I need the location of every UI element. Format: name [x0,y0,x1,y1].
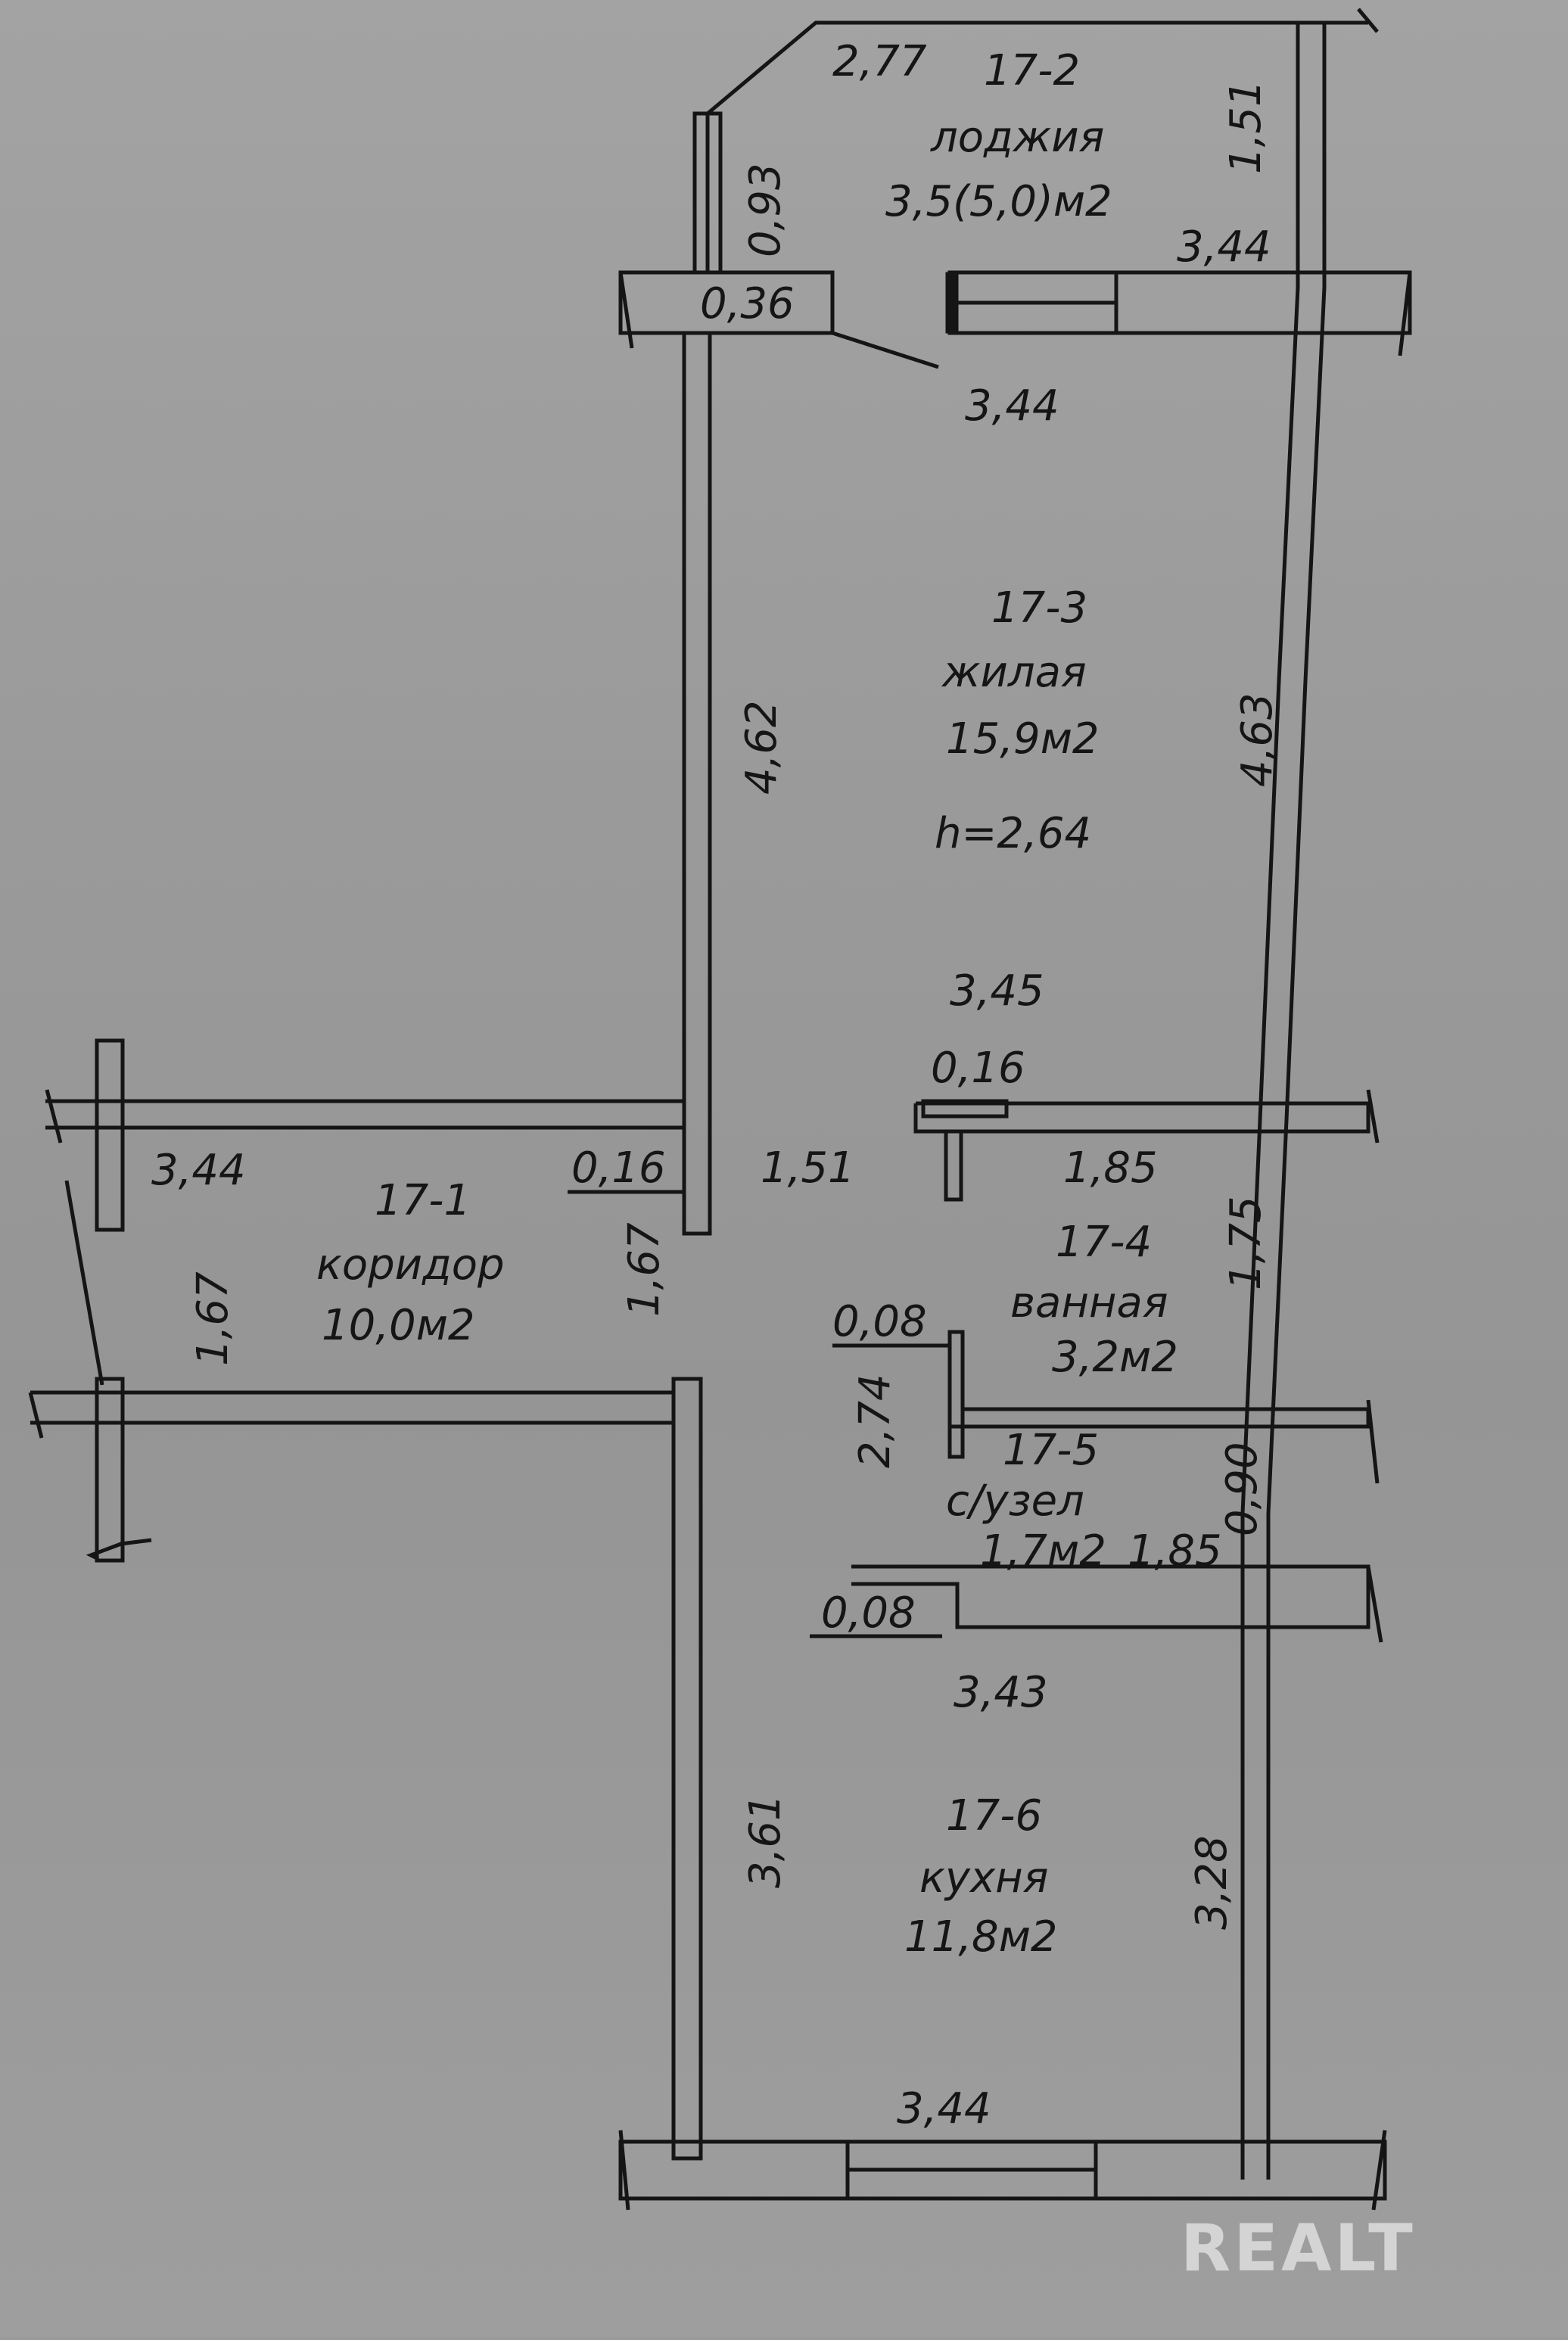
dim-3-44-bottom: 3,44 [897,2084,991,2133]
room-17-1-name: коридор [316,1240,505,1290]
dim-1-67-mid: 1,67 [620,1222,669,1317]
dim-1-51-top: 1,51 [1221,79,1271,174]
room-17-6-id: 17-6 [946,1791,1043,1841]
room-17-6-name: кухня [919,1853,1049,1903]
room-17-2-name: лоджия [931,113,1105,162]
dim-1-67-left: 1,67 [188,1271,238,1366]
dim-3-61: 3,61 [741,1794,790,1888]
dim-0-90: 0,90 [1218,1442,1267,1536]
dim-1-51-mid: 1,51 [761,1144,855,1193]
dim-1-85-top: 1,85 [1063,1144,1158,1193]
dim-0-08-top: 0,08 [832,1297,927,1346]
room-17-1-area: 10,0м2 [322,1301,475,1350]
dim-3-44-callout: 3,44 [965,381,1059,431]
dim-4-63: 4,63 [1233,692,1282,787]
room-17-3-name: жилая [942,648,1087,697]
room-17-4-id: 17-4 [1056,1218,1153,1267]
dim-0-08-bottom: 0,08 [821,1589,916,1638]
room-17-3-id: 17-3 [991,583,1088,633]
room-17-4-name: ванная [1010,1278,1168,1327]
dim-2-74: 2,74 [851,1374,900,1468]
dim-3-44-left: 3,44 [151,1146,246,1195]
room-17-5-name: с/узел [946,1477,1084,1526]
dim-1-85-bottom: 1,85 [1128,1526,1222,1576]
dim-3-44-balcony: 3,44 [1177,222,1271,272]
dim-2-77: 2,77 [832,37,927,86]
dim-3-43: 3,43 [954,1668,1048,1717]
dim-3-28: 3,28 [1187,1835,1237,1930]
dim-0-36: 0,36 [700,279,795,328]
dim-4-62: 4,62 [737,700,786,795]
dim-0-93: 0,93 [741,163,790,257]
room-17-2-area: 3,5(5,0)м2 [885,177,1112,226]
room-17-1-id: 17-1 [375,1176,471,1225]
room-17-5-area: 1,7м2 [980,1526,1106,1576]
room-17-4-area: 3,2м2 [1052,1333,1178,1382]
room-17-6-area: 11,8м2 [904,1912,1058,1962]
dim-0-16-right: 0,16 [931,1044,1025,1093]
dim-0-16-left: 0,16 [571,1144,666,1193]
room-17-5-id: 17-5 [1003,1426,1100,1475]
room-17-2-id: 17-2 [984,46,1081,95]
room-17-3-height: h=2,64 [935,809,1092,858]
watermark-logo: REALT [1181,2211,1416,2286]
room-17-3-area: 15,9м2 [946,714,1100,764]
dim-1-75: 1,75 [1221,1196,1271,1290]
dim-3-45: 3,45 [950,966,1044,1016]
balcony-door-jamb [947,274,957,331]
